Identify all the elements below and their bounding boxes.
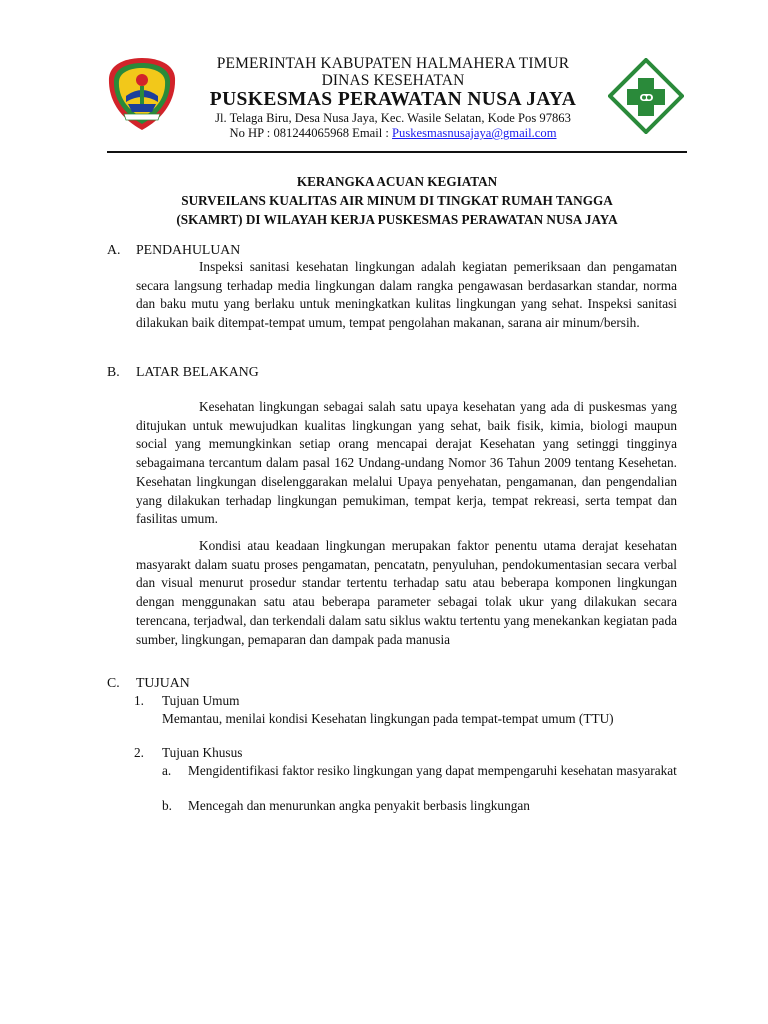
section-letter: A. (107, 242, 121, 257)
sub-item-text: Mengidentifikasi faktor resiko lingkungan yang dapat mempengaruhi kesehatan masyarakat (188, 763, 677, 778)
institution-name: PUSKESMAS PERAWATAN NUSA JAYA (209, 89, 577, 110)
section-a-heading (107, 241, 240, 258)
contact-line (175, 126, 611, 141)
section-title: PENDAHULUAN (136, 242, 241, 257)
document-title (107, 172, 687, 229)
section-title: TUJUAN (136, 675, 190, 690)
department-name: DINAS KESEHATAN (321, 72, 465, 89)
address-line: Jl. Telaga Biru, Desa Nusa Jaya, Kec. Wasile Selatan, Kode Pos 97863 (215, 111, 571, 125)
letterhead-divider (107, 151, 687, 153)
title-line-2: SURVEILANS KUALITAS AIR MINUM DI TINGKAT RUMAH TANGGA (181, 193, 613, 208)
section-b-paragraph-2: Kondisi atau keadaan lingkungan merupakan faktor penentu utama derajat kesehatan masyarakt dalam suatu proses pengamatan, pencatatn, penyuluhan, pendokumentasian secara verbal dan visual menurut prosedur standar tertentu terhadap satu atau beberapa komponen lingkungan dengan menggunakan satu atau beberapa parameter sebagai tolak ukur yang dilakukan secara terencana, terjadwal, dan terkendali dalam satu siklus waktu tertentu yang menekankan kegiatan pada sumber, lingkungan, pemaparan dan dampak pada manusia (136, 538, 677, 647)
section-letter: C. (107, 675, 120, 690)
title-line-3: (SKAMRT) DI WILAYAH KERJA PUSKESMAS PERAWATAN NUSA JAYA (176, 212, 618, 227)
letterhead (175, 55, 611, 141)
sub-item-text: Mencegah dan menurunkan angka penyakit berbasis lingkungan (188, 798, 530, 813)
list-item-number: 2. (134, 745, 144, 760)
section-c-heading (107, 674, 190, 691)
list-item-number: 1. (134, 693, 144, 708)
section-a-paragraph: Inspeksi sanitasi kesehatan lingkungan adalah kegiatan pemeriksaan dan pengamatan secara langsung terhadap media lingkungan dalam rangka pengawasan berdasarkan standar, norma dan baku mutu yang berlaku untuk meningkatkan kulitas lingkungan yang sehat. Inspeksi sanitasi dilakukan baik ditempat-tempat umum, tempat pengolahan makanan, sarana air minum/bersih. (136, 259, 677, 331)
puskesmas-cross-icon (608, 58, 684, 134)
sub-item-letter: a. (162, 763, 172, 778)
section-b-heading (107, 363, 259, 380)
government-name: PEMERINTAH KABUPATEN HALMAHERA TIMUR (216, 55, 570, 72)
section-b-paragraph-1: Kesehatan lingkungan sebagai salah satu upaya kesehatan yang ada di puskesmas yang ditujukan untuk mewujudkan kualitas lingkungan yang sehat, baik fisik, kimia, biologi maupun social yang memungkinkan setiap orang mencapai derajat Kesehatan yang setinggi tingginya sebagaimana tercantum dalam pasal 162 Undang-undang Nomor 36 Tahun 2009 tentang Kesehetan. Kesehatan lingkungan diselenggarakan melalui Upaya penyehatan, pengamanan, dan pengendalian yang dilakukan terhadap lingkungan pemukiman, tempat kerja, tempat rekreasi, serta tempat dan fasilitas umum. (136, 399, 677, 527)
title-line-1: KERANGKA ACUAN KEGIATAN (296, 174, 498, 189)
email-link[interactable]: Puskesmasnusajaya@gmail.com (392, 126, 557, 140)
list-item-label: Tujuan Umum (162, 693, 240, 708)
section-title: LATAR BELAKANG (136, 364, 259, 379)
list-item-label: Tujuan Khusus (162, 745, 243, 760)
phone-text: No HP : 081244065968 Email : (229, 126, 393, 140)
list-item-text: Memantau, menilai kondisi Kesehatan lingkungan pada tempat-tempat umum (TTU) (162, 711, 614, 726)
section-letter: B. (107, 364, 120, 379)
regency-emblem-icon (106, 56, 178, 132)
sub-item-letter: b. (162, 798, 172, 813)
